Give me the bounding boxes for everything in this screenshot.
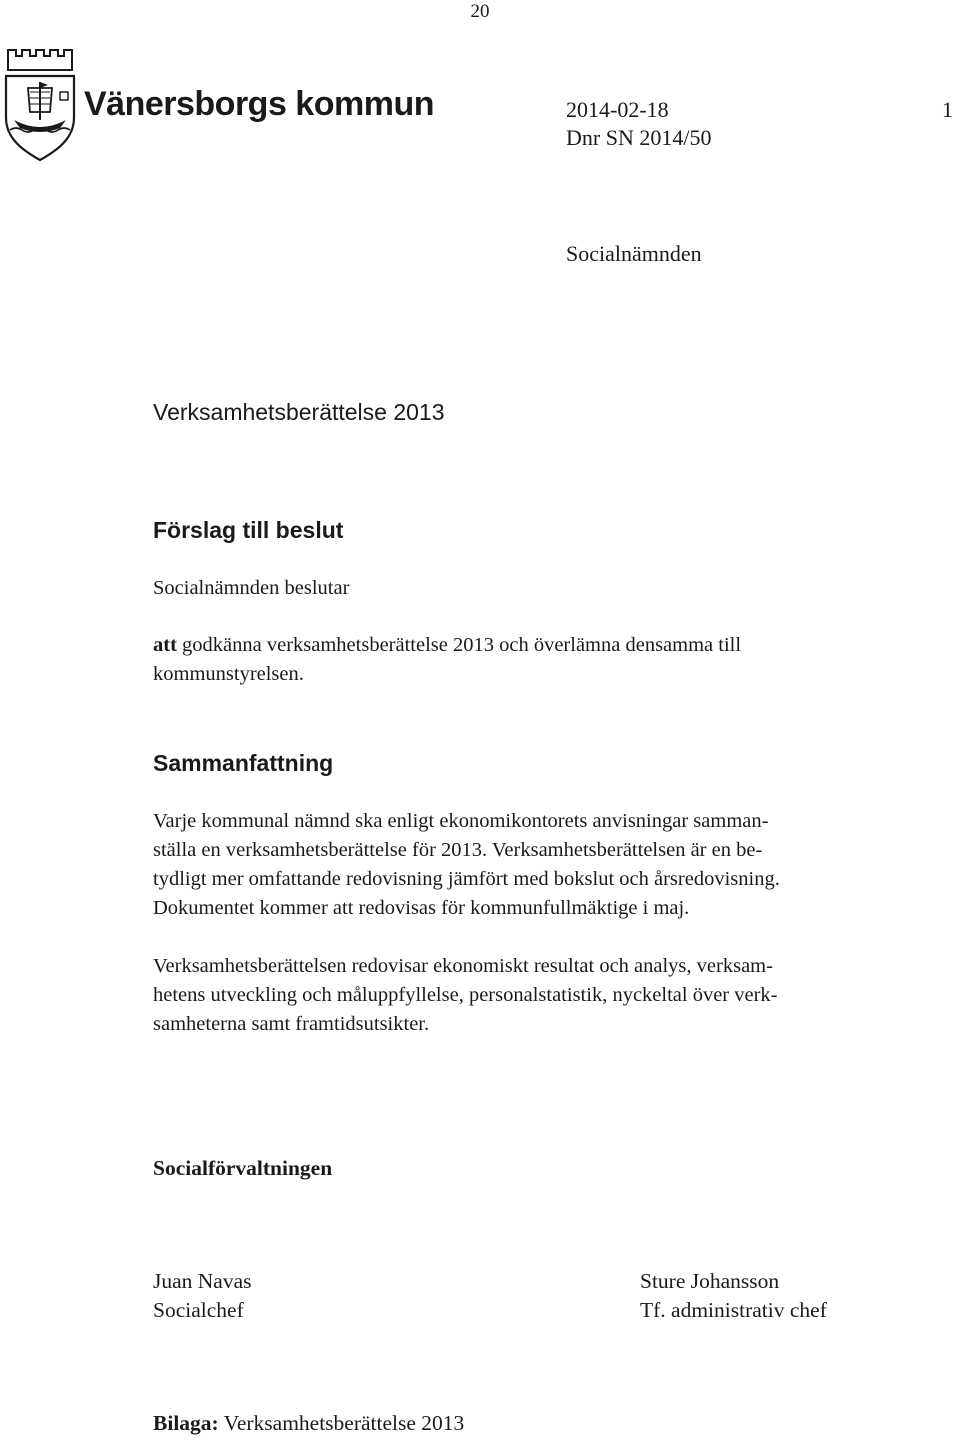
page-number: 1 bbox=[942, 97, 953, 122]
coat-of-arms-ship-icon bbox=[0, 46, 80, 171]
attachment-label: Bilaga: bbox=[153, 1411, 219, 1435]
proposal-heading: Förslag till beslut bbox=[153, 517, 344, 543]
decision-line-2: kommunstyrelsen. bbox=[153, 663, 304, 685]
summary-paragraph-2 bbox=[153, 952, 913, 1039]
decision-intro: Socialnämnden beslutar bbox=[153, 577, 350, 599]
signatory-1-title: Socialchef bbox=[153, 1298, 244, 1322]
decision-text bbox=[153, 631, 913, 689]
document-title: Verksamhetsberättelse 2013 bbox=[153, 399, 445, 425]
decision-line-1-rest: godkänna verksamhetsberättelse 2013 och överlämna densamma till bbox=[176, 634, 742, 656]
page-number-top: 20 bbox=[470, 1, 490, 22]
summary-p1-line: Varje kommunal nämnd ska enligt ekonomikontorets anvisningar samman- bbox=[153, 810, 769, 832]
summary-paragraph-1 bbox=[153, 807, 913, 923]
summary-p1-line: tydligt mer omfattande redovisning jämfört med bokslut och årsredovisning. bbox=[153, 868, 780, 890]
document-reference-number: Dnr SN 2014/50 bbox=[566, 125, 712, 150]
summary-p2-line: Verksamhetsberättelsen redovisar ekonomiskt resultat och analys, verksam- bbox=[153, 955, 773, 977]
summary-p1-line: ställa en verksamhetsberättelse för 2013. Verksamhetsberättelsen är en be- bbox=[153, 839, 763, 861]
recipient: Socialnämnden bbox=[566, 241, 702, 266]
signatory-2-name: Sture Johansson bbox=[640, 1269, 780, 1293]
att-keyword: att bbox=[153, 634, 177, 656]
decision-line-1 bbox=[153, 631, 913, 660]
attachment-line bbox=[153, 1409, 464, 1438]
organization-name: Socialförvaltningen bbox=[153, 1156, 333, 1180]
summary-p2-line: samheterna samt framtidsutsikter. bbox=[153, 1013, 430, 1035]
attachment-value: Verksamhetsberättelse 2013 bbox=[218, 1411, 465, 1435]
summary-p2-line: hetens utveckling och måluppfyllelse, personalstatistik, nyckeltal över verk- bbox=[153, 984, 778, 1006]
document-date: 2014-02-18 bbox=[566, 97, 669, 122]
logo-text: Vänersborgs kommun bbox=[84, 85, 434, 123]
signatory-1-name: Juan Navas bbox=[153, 1269, 252, 1293]
signatory-2-title: Tf. administrativ chef bbox=[640, 1298, 827, 1322]
summary-heading: Sammanfattning bbox=[153, 750, 334, 776]
summary-p1-line: Dokumentet kommer att redovisas för kommunfullmäktige i maj. bbox=[153, 897, 690, 919]
